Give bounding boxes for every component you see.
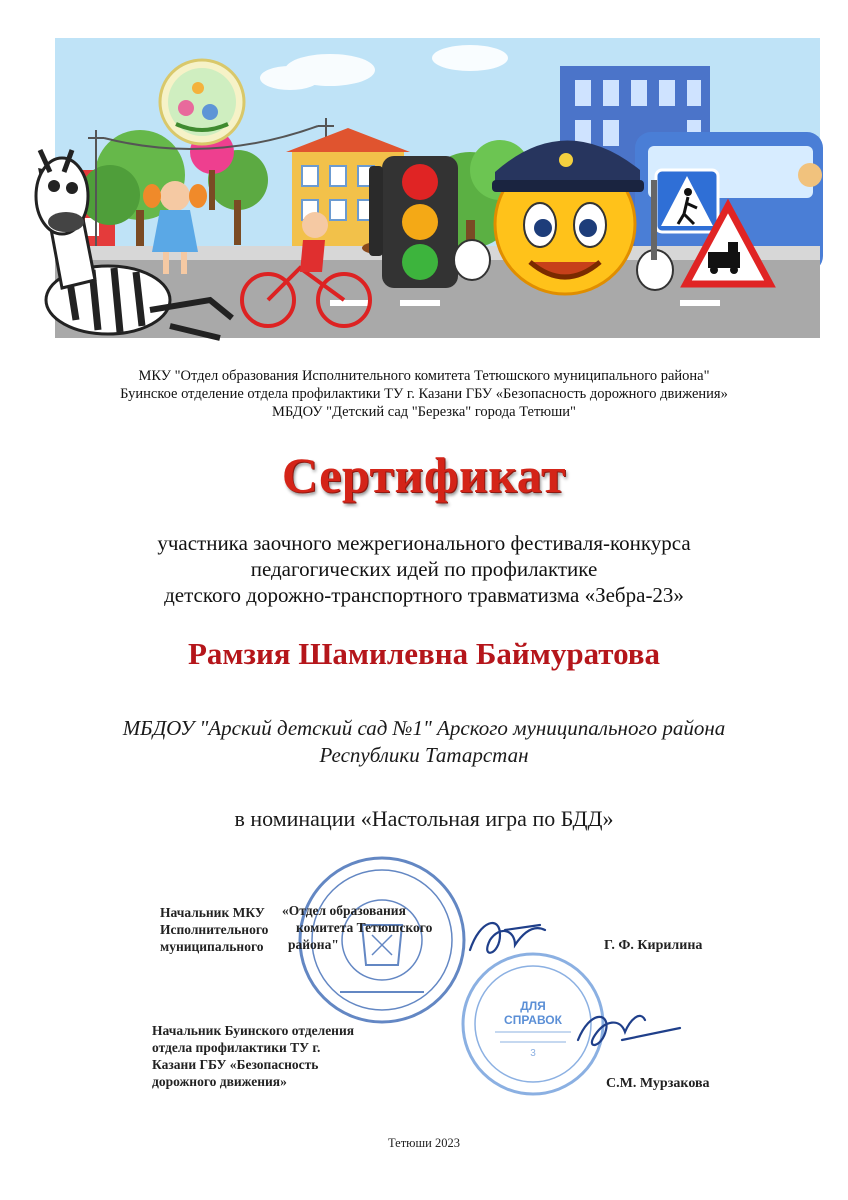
signatory-1-stamp-line: «Отдел образования	[282, 903, 406, 918]
signatory-2-title-line: отдела профилактики ТУ г.	[152, 1040, 321, 1055]
signatory-1-title	[160, 904, 268, 955]
place-and-year: Тетюши 2023	[388, 1136, 460, 1150]
signatory-1-stamp-text	[282, 902, 432, 953]
signatory-1-stamp-line: района"	[288, 937, 339, 952]
signatory-2-name: С.М. Мурзакова	[606, 1076, 710, 1091]
signatory-2-title-line: Казани ГБУ «Безопасность	[152, 1057, 319, 1072]
signatory-2-title-line: Начальник Буинского отделения	[152, 1023, 355, 1038]
signatory-1-title-line: Исполнительного	[160, 922, 269, 937]
signatory-1-name: Г. Ф. Кирилина	[604, 938, 703, 953]
organizer-line: МБДОУ "Детский сад "Березка" города Тетюши"	[272, 404, 576, 420]
institution-line: МБДОУ "Арский детский сад №1" Арского муниципального района	[122, 716, 726, 740]
signatory-2-title	[152, 1022, 354, 1090]
signature-kirilina	[470, 923, 545, 953]
institution-line: Республики Татарстан	[319, 743, 529, 767]
certificate-subtitle	[0, 530, 848, 608]
reference-stamp-line2: СПРАВОК	[504, 1013, 562, 1027]
organizer-line: Буинское отделение отдела профилактики ТУ г. Казани ГБУ «Безопасность дорожного движения»	[120, 386, 728, 402]
signatory-1-title-line: муниципального	[160, 939, 264, 954]
svg-text:3: 3	[530, 1048, 536, 1059]
subtitle-line: детского дорожно-транспортного травматизма «Зебра-23»	[164, 583, 684, 607]
signatory-2-title-line: дорожного движения»	[152, 1074, 287, 1089]
recipient-name: Рамзия Шамилевна Баймуратова	[187, 636, 661, 671]
traffic-light	[369, 156, 458, 288]
reference-stamp-line1: ДЛЯ	[520, 999, 546, 1013]
header-illustration	[0, 0, 848, 360]
subtitle-line: участника заочного межрегионального фестиваля-конкурса	[157, 531, 691, 555]
organizer-line: МКУ "Отдел образования Исполнительного комитета Тетюшского муниципального района"	[138, 368, 710, 384]
organizers-block	[0, 367, 848, 421]
certificate-title: Сертификат	[281, 447, 567, 503]
signatory-1-stamp-line: комитета Тетюшского	[296, 920, 433, 935]
signature-murzakova	[578, 1016, 680, 1045]
subtitle-line: педагогических идей по профилактике	[250, 557, 598, 581]
signatory-1-title-line: Начальник МКУ	[160, 905, 265, 920]
nomination-text: в номинации «Настольная игра по БДД»	[234, 806, 614, 831]
institution-block	[0, 715, 848, 769]
kindergarten-logo	[160, 60, 244, 144]
